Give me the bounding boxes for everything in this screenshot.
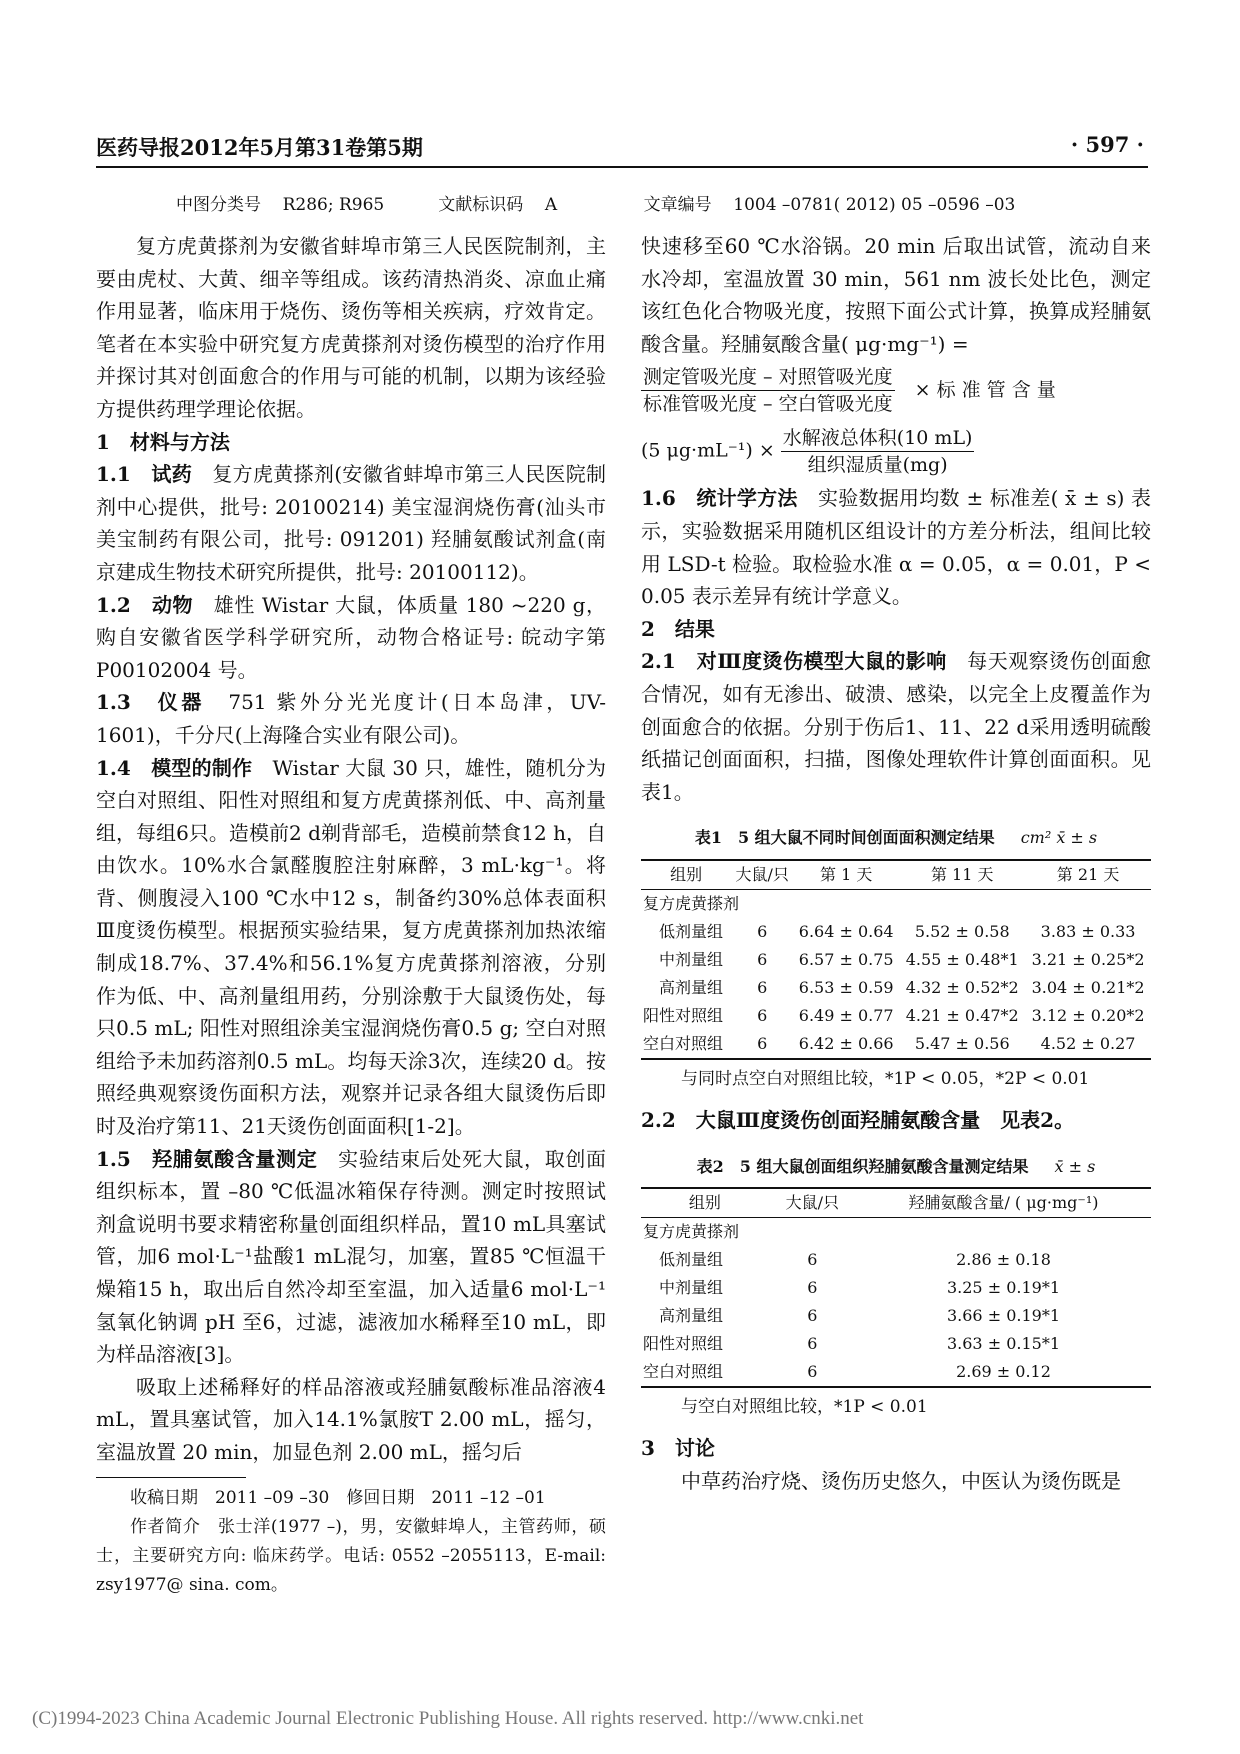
table1-cell: 6 xyxy=(757,949,768,969)
section-1-6 xyxy=(641,482,1151,612)
table1-cell: 5.52 ± 0.58 xyxy=(914,921,1010,941)
table1-cell: 4.52 ± 0.27 xyxy=(1025,1030,1151,1059)
section-1-6-text: 实验数据用均数 ± 标准差( x̄ ± s) 表示，实验数据采用随机区组设计的方差分析法，组间比较用 LSD-t 检验。取检验水准 α = 0.05，α = 0.01，P < 0.05 表示差异有统计学意义。 xyxy=(641,486,1152,609)
table1-cell: 阳性对照组 xyxy=(643,1005,724,1025)
table2-cell: 空白对照组 xyxy=(641,1358,769,1387)
table1-title xyxy=(641,822,1151,855)
table1-header-group: 组别 xyxy=(641,860,731,890)
table1-note: 与同时点空白对照组比较，*1P < 0.05，*2P < 0.01 xyxy=(681,1068,1090,1089)
hydroxyproline-formula xyxy=(641,364,1151,478)
table2-cell: 2.69 ± 0.12 xyxy=(856,1358,1151,1387)
table1-cell: 6.42 ± 0.66 xyxy=(793,1030,899,1059)
table1 xyxy=(641,859,1151,1060)
section-1-3-heading: 1.3 仪器 xyxy=(96,690,205,715)
table1-cell: 空白对照组 xyxy=(641,1030,731,1059)
section-2-1-text: 每天观察烫伤创面愈合情况，如有无渗出、破溃、感染，以完全上皮覆盖作为创面愈合的依据。分别于伤后1、11、22 d采用透明硫酸纸描记创面面积，扫描，图像处理软件计算创面面积。见表1。 xyxy=(641,649,1152,804)
table2-header-count: 大鼠/只 xyxy=(769,1188,856,1218)
section-1-3 xyxy=(96,686,606,751)
table-row xyxy=(641,946,1151,974)
table1-cell: 4.21 ± 0.47*2 xyxy=(905,1005,1019,1025)
intro-paragraph: 复方虎黄搽剂为安徽省蚌埠市第三人民医院制剂，主要由虎杖、大黄、细辛等组成。该药清热消炎、凉血止痛作用显著，临床用于烧伤、烫伤等相关疾病，疗效肯定。笔者在本实验中研究复方虎黄搽剂对烫伤模型的治疗作用并探讨其对创面愈合的作用与可能的机制，以期为该经验方提供药理学理论依据。 xyxy=(96,234,606,421)
table1-unit: cm² x̄ ± s xyxy=(1020,828,1098,848)
absorbance-denominator: 标准管吸光度 – 空白管吸光度 xyxy=(643,393,893,416)
table-row xyxy=(641,1030,1151,1059)
table1-cell: 6 xyxy=(731,1030,793,1059)
table2-cell: 6 xyxy=(807,1250,818,1270)
table1-group-label: 复方虎黄搽剂 xyxy=(643,893,740,913)
table-row xyxy=(641,1002,1151,1030)
table2-cell: 中剂量组 xyxy=(659,1278,724,1298)
section-2-heading: 2 结果 xyxy=(641,616,715,641)
table2-cell: 6 xyxy=(807,1334,818,1354)
table1-cell: 4.55 ± 0.48*1 xyxy=(905,949,1019,969)
absorb-paragraph: 吸取上述稀释好的样品溶液或羟脯氨酸标准品溶液4 mL，置具塞试管，加入14.1%氯胺T 2.00 mL，摇匀，室温放置 20 min，加显色剂 2.00 mL，摇匀后 xyxy=(96,1374,606,1464)
section-1-1-heading: 1.1 试药 xyxy=(96,462,193,487)
section-1-2-heading: 1.2 动物 xyxy=(96,592,194,617)
section-1-6-heading: 1.6 统计学方法 xyxy=(641,486,798,511)
table2-unit: x̄ ± s xyxy=(1054,1156,1096,1176)
formula-standard-conc: (5 μg·mL⁻¹) × xyxy=(641,439,775,462)
table2-cell: 2.86 ± 0.18 xyxy=(956,1250,1051,1270)
table2-note: 与空白对照组比较，*1P < 0.01 xyxy=(681,1397,928,1418)
footnote-rule xyxy=(96,1477,246,1478)
section-2-1-heading: 2.1 对Ⅲ度烫伤模型大鼠的影响 xyxy=(641,649,947,674)
table2 xyxy=(641,1187,1151,1388)
section-1-4-text: Wistar 大鼠 30 只，雄性，随机分为空白对照组、阳性对照组和复方虎黄搽剂低、中、高剂量组，每组6只。造模前2 d剃背部毛，造模前禁食12 h，自由饮水。10%水合氯醛腹腔注射麻醉，3 mL·kg⁻¹。将背、侧腹浸入100 ℃水中12 s，制备约30%总体表面积Ⅲ度烫伤模型。根据预实验结果，复方虎黄搽剂加热浓缩制成18.7%、37.4%和56.1%复方虎黄搽剂溶液，分别作为低、中、高剂量组用药，分别涂敷于大鼠烫伤处，每只0.5 mL; 阳性对照组涂美宝湿润烧伤膏0.5 g; 空白对照组给予未加药溶剂0.5 mL。均每天涂3次，连续20 d。按照经典观察烫伤面积方法，观察并记录各组大鼠烫伤后即时及治疗第11、21天烫伤创面面积[1-2]。 xyxy=(96,755,607,1139)
volume-denominator: 组织湿质量(mg) xyxy=(807,454,948,477)
table1-cell: 6.64 ± 0.64 xyxy=(798,921,894,941)
table-row xyxy=(641,1274,1151,1302)
section-1-4 xyxy=(96,752,606,1143)
classification-line: 中图分类号 R286; R965 文献标识码 A 文章编号 1004 –0781( 2012) 05 –0596 –03 xyxy=(176,195,1016,215)
footnote-dates: 收稿日期 2011 –09 –30 修回日期 2011 –12 –01 xyxy=(130,1487,546,1508)
table2-header-content: 羟脯氨酸含量/ ( μg·mg⁻¹) xyxy=(856,1188,1151,1218)
journal-header: 医药导报2012年5月第31卷第5期 xyxy=(96,135,423,160)
section-1-5-text: 实验结束后处死大鼠，取创面组织标本，置 –80 ℃低温冰箱保存待测。测定时按照试剂盒说明书要求精密称量创面组织样品，置10 mL具塞试管，加6 mol·L⁻¹盐酸1 mL混匀，加塞，置85 ℃恒温干燥箱15 h，取出后自然冷却至室温，加入适量6 mol·L⁻¹氢氧化钠调 pH 至6，过滤，滤液加水稀释至10 mL，即为样品溶液[3]。 xyxy=(96,1146,607,1367)
table2-cell: 阳性对照组 xyxy=(643,1334,724,1354)
section-2-1 xyxy=(641,645,1151,808)
table-row xyxy=(641,974,1151,1002)
right-column xyxy=(641,230,1151,1497)
section-3-heading: 3 讨论 xyxy=(641,1436,715,1461)
table2-group-label: 复方虎黄搽剂 xyxy=(643,1222,740,1242)
formula-second-line xyxy=(641,425,1151,478)
table1-header-count: 大鼠/只 xyxy=(731,860,793,890)
table2-caption: 表2 5 组大鼠创面组织羟脯氨酸含量测定结果 xyxy=(696,1156,1029,1176)
formula-standard-term: × 标 准 管 含 量 xyxy=(914,378,1056,401)
table1-cell: 6.57 ± 0.75 xyxy=(798,949,894,969)
section-1-heading: 1 材料与方法 xyxy=(96,429,230,454)
section-2-2: 2.2 大鼠Ⅲ度烫伤创面羟脯氨酸含量 见表2。 xyxy=(641,1107,1075,1132)
absorbance-numerator: 测定管吸光度 – 对照管吸光度 xyxy=(641,364,895,391)
section-1-5 xyxy=(96,1143,606,1371)
section-1-1-text: 复方虎黄搽剂(安徽省蚌埠市第三人民医院制剂中心提供，批号: 20100214) 美宝湿润烧伤膏(汕头市美宝制药有限公司，批号: 091201) 羟脯氨酸试剂盒(南京建成生物技术研究所提供，批号: 20100112)。 xyxy=(96,462,606,584)
table2-cell: 低剂量组 xyxy=(659,1250,724,1270)
table2-cell: 6 xyxy=(807,1278,818,1298)
table1-caption: 表1 5 组大鼠不同时间创面面积测定结果 xyxy=(694,828,995,848)
table2-cell: 高剂量组 xyxy=(659,1306,724,1326)
table1-cell: 3.83 ± 0.33 xyxy=(1040,921,1136,941)
table1-cell: 6 xyxy=(757,1005,768,1025)
absorbance-fraction xyxy=(641,364,895,417)
section-1-2 xyxy=(96,589,606,687)
table1-cell: 3.04 ± 0.21*2 xyxy=(1031,977,1145,997)
table1-cell: 6.53 ± 0.59 xyxy=(798,977,894,997)
section-1-2-text: 雄性 Wistar 大鼠，体质量 180 ~220 g，购自安徽省医学科学研究所，动物合格证号: 皖动字第P00102004 号。 xyxy=(96,592,607,682)
header-rule xyxy=(96,166,1148,168)
footnote-author: 作者简介 张士洋(1977 –)，男，安徽蚌埠人，主管药师，硕士，主要研究方向: 临床药学。电话: 0552 –2055113，E-mail: zsy1977@ sina. com。 xyxy=(96,1516,606,1595)
section-1-4-heading: 1.4 模型的制作 xyxy=(96,755,253,780)
method-continuation: 快速移至60 ℃水浴锅。20 min 后取出试管，流动自来水冷却，室温放置 30 min，561 nm 波长处比色，测定该红色化合物吸光度，按照下面公式计算，换算成羟脯氨酸含量。羟脯氨酸含量( μg·mg⁻¹) = xyxy=(641,234,1151,356)
table1-cell: 3.12 ± 0.20*2 xyxy=(1031,1005,1145,1025)
table1-header-day1: 第 1 天 xyxy=(793,860,899,890)
table2-cell: 6 xyxy=(807,1306,818,1326)
table-row xyxy=(641,1246,1151,1274)
left-column xyxy=(96,230,606,1600)
discussion-paragraph: 中草药治疗烧、烫伤历史悠久，中医认为烫伤既是 xyxy=(681,1468,1121,1493)
table-row xyxy=(641,1358,1151,1387)
section-1-1 xyxy=(96,458,606,588)
table-row xyxy=(641,1330,1151,1358)
section-1-5-heading: 1.5 羟脯氨酸含量测定 xyxy=(96,1146,318,1171)
volume-fraction xyxy=(781,425,975,478)
table1-cell: 高剂量组 xyxy=(659,977,724,997)
table2-cell: 3.25 ± 0.19*1 xyxy=(946,1278,1060,1298)
section-1-3-text: 751 紫外分光光度计(日本岛津，UV-1601)，千分尺(上海隆合实业有限公司)。 xyxy=(96,690,607,747)
table1-cell: 6 xyxy=(757,977,768,997)
table1-cell: 中剂量组 xyxy=(659,949,724,969)
table2-title xyxy=(641,1151,1151,1184)
table-row xyxy=(641,1302,1151,1330)
table2-cell: 3.63 ± 0.15*1 xyxy=(946,1334,1060,1354)
table2-header-group: 组别 xyxy=(641,1188,769,1218)
table1-cell: 5.47 ± 0.56 xyxy=(899,1030,1025,1059)
table2-cell: 3.66 ± 0.19*1 xyxy=(946,1306,1060,1326)
copyright-footer: (C)1994-2023 China Academic Journal Electronic Publishing House. All rights reserved. http://www.cnki.net xyxy=(32,1708,864,1729)
volume-numerator: 水解液总体积(10 mL) xyxy=(781,425,975,452)
table1-cell: 6.49 ± 0.77 xyxy=(798,1005,894,1025)
table1-cell: 3.21 ± 0.25*2 xyxy=(1031,949,1145,969)
table1-cell: 6 xyxy=(757,921,768,941)
table1-header-day21: 第 21 天 xyxy=(1025,860,1151,890)
table-row xyxy=(641,918,1151,946)
table2-cell: 6 xyxy=(769,1358,856,1387)
table1-cell: 4.32 ± 0.52*2 xyxy=(905,977,1019,997)
page-number: · 597 · xyxy=(1070,132,1144,157)
table1-header-day11: 第 11 天 xyxy=(899,860,1025,890)
table1-cell: 低剂量组 xyxy=(659,921,724,941)
